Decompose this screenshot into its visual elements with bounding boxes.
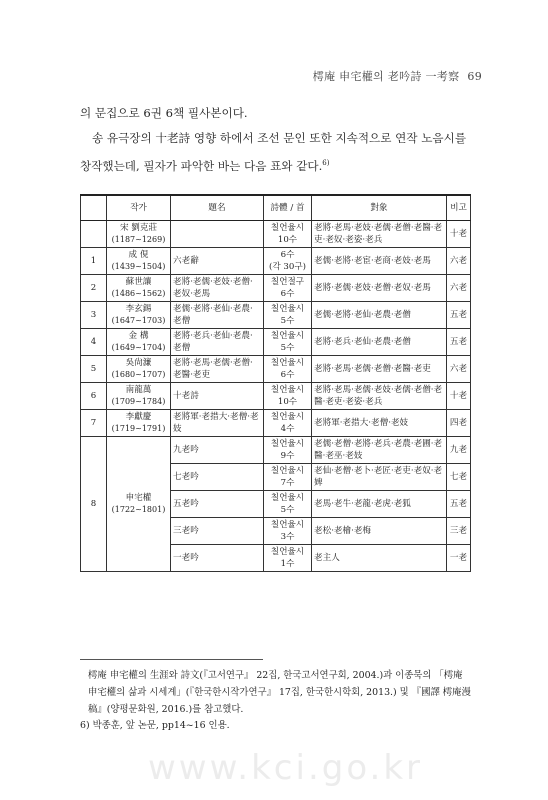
author-cell — [107, 383, 171, 410]
style-form: 칠언율시 — [270, 439, 305, 449]
style-cell — [264, 356, 312, 383]
running-header — [313, 68, 482, 84]
subjects-cell: 老將·老馬·老儒·老僧·老醫·老吏 — [312, 356, 447, 383]
note-cell: 五老 — [447, 329, 471, 356]
table-row — [81, 329, 471, 356]
title-cell: 老將·老馬·老儒·老僧·老醫·老吏 — [171, 356, 264, 383]
note-cell: 五老 — [447, 302, 471, 329]
style-cell — [264, 410, 312, 437]
note-cell: 一老 — [447, 545, 471, 572]
style-count: 6수 — [280, 370, 295, 380]
col-header-no — [81, 195, 107, 221]
footnote-rule — [80, 659, 263, 660]
author-cell — [107, 437, 171, 572]
style-count: 10수 — [277, 235, 298, 245]
style-form: 칠언율시 — [270, 331, 305, 341]
style-cell — [264, 302, 312, 329]
style-form: 6수 — [280, 250, 295, 260]
style-cell — [264, 437, 312, 464]
footnote-1-text: 樗庵 申宅權의 生涯와 詩文(『고서연구』 22집, 한국고서연구회, 2004.)과 이종묵의 「樗庵 申宅權의 삶과 시세계」(『한국한시작가연구』 17집, 한국한시학회, 2013.) 및 『國譯 樗庵漫稿』(양평문화원, 2016.)를 참고했다. — [88, 670, 471, 715]
note-cell: 四老 — [447, 410, 471, 437]
row-number: 7 — [81, 410, 107, 437]
row-number: 6 — [81, 383, 107, 410]
style-form: 칠언율시 — [270, 493, 305, 503]
author-years: (1709~1784) — [111, 397, 166, 406]
style-count: 5수 — [280, 343, 295, 353]
subjects-cell: 老主人 — [312, 545, 447, 572]
footnote-1 — [80, 667, 472, 718]
author-years: (1680~1707) — [111, 370, 166, 379]
subjects-cell: 老儒·老將·老宦·老商·老妓·老馬 — [312, 248, 447, 275]
row-number: 1 — [81, 248, 107, 275]
footnote-6 — [80, 717, 472, 734]
note-cell: 三老 — [447, 518, 471, 545]
subjects-cell: 老將·老儒·老妓·老僧·老奴·老馬 — [312, 275, 447, 302]
style-count: 10수 — [277, 397, 298, 407]
subjects-cell: 老仙·老僧·老卜·老匠·老吏·老奴·老婢 — [312, 464, 447, 491]
author-cell — [107, 248, 171, 275]
author-name: 吳尙濂 — [125, 358, 152, 368]
note-cell: 七老 — [447, 464, 471, 491]
style-count: 5수 — [280, 316, 295, 326]
style-form: 칠언절구 — [270, 277, 305, 287]
style-form: 칠언율시 — [270, 412, 305, 422]
style-form: 칠언율시 — [270, 385, 305, 395]
title-cell — [171, 221, 264, 248]
subjects-cell: 老將·老馬·老儒·老妓·老儒·老僧·老醫·老吏·老姿·老兵 — [312, 383, 447, 410]
style-cell — [264, 221, 312, 248]
author-years: (1187~1269) — [111, 235, 166, 244]
col-header-note: 비고 — [447, 195, 471, 221]
title-cell: 老儒·老將·老仙·老農·老僧 — [171, 302, 264, 329]
row-number: 5 — [81, 356, 107, 383]
author-name: 宋 劉克莊 — [119, 223, 158, 233]
title-cell: 老將·老儒·老妓·老僧·老奴·老馬 — [171, 275, 264, 302]
note-cell: 十老 — [447, 221, 471, 248]
table-row — [81, 275, 471, 302]
author-cell — [107, 410, 171, 437]
style-form: 칠언율시 — [270, 304, 305, 314]
note-cell: 十老 — [447, 383, 471, 410]
style-count: 9수 — [280, 451, 295, 461]
title-cell: 老將·老兵·老仙·老農·老僧 — [171, 329, 264, 356]
style-cell — [264, 275, 312, 302]
style-form: 칠언율시 — [270, 466, 305, 476]
table-row — [81, 437, 471, 464]
subjects-cell: 老儒·老僧·老將·老兵·老農·老圃·老醫·老巫·老妓 — [312, 437, 447, 464]
style-count: 5수 — [280, 505, 295, 515]
style-count: 6수 — [280, 289, 295, 299]
col-header-author: 작가 — [107, 195, 171, 221]
subjects-cell: 老儒·老將·老仙·老農·老僧 — [312, 302, 447, 329]
style-cell — [264, 383, 312, 410]
col-header-subjects: 對象 — [312, 195, 447, 221]
table-row — [81, 410, 471, 437]
footnote-6-text: 박종훈, 앞 논문, pp14~16 인용. — [92, 720, 230, 731]
note-cell: 九老 — [447, 437, 471, 464]
subjects-cell: 老將·老馬·老妓·老儒·老僧·老醫·老吏·老奴·老姿·老兵 — [312, 221, 447, 248]
style-cell — [264, 464, 312, 491]
author-name: 金 構 — [128, 331, 149, 341]
header-title: 樗庵 申宅權의 老吟詩 一考察 — [312, 70, 460, 83]
author-years: (1439~1504) — [111, 262, 166, 271]
table-row — [81, 248, 471, 275]
title-cell: 三老吟 — [171, 518, 264, 545]
style-count: 4수 — [280, 424, 295, 434]
note-cell: 六老 — [447, 275, 471, 302]
note-cell: 六老 — [447, 356, 471, 383]
col-header-style: 詩體 / 首 — [264, 195, 312, 221]
author-name: 南龍萬 — [125, 385, 152, 395]
paragraph-2-text: 송 유극장의 十老詩 영향 하에서 조선 문인 또한 지속적으로 연작 노음시를 창작했는데, 필자가 파악한 바는 다음 표와 같다. — [80, 131, 467, 173]
style-cell — [264, 518, 312, 545]
author-years: (1486~1562) — [111, 289, 166, 298]
author-years: (1719~1791) — [111, 424, 166, 433]
title-cell: 一老吟 — [171, 545, 264, 572]
paragraph-1: 의 문집으로 6권 6책 필사본이다. — [80, 106, 248, 120]
style-count: 3수 — [280, 532, 295, 542]
watermark: www.kci.go.kr — [148, 748, 424, 788]
author-cell — [107, 356, 171, 383]
author-name: 成 俔 — [128, 250, 149, 260]
paragraph-2 — [80, 126, 472, 179]
author-cell — [107, 329, 171, 356]
col-header-title: 題名 — [171, 195, 264, 221]
title-cell: 五老吟 — [171, 491, 264, 518]
author-name: 李玄錫 — [125, 304, 152, 314]
row-number: 4 — [81, 329, 107, 356]
author-cell — [107, 302, 171, 329]
author-name: 申宅權 — [125, 493, 152, 503]
style-form: 칠언율시 — [270, 223, 305, 233]
title-cell: 老將軍·老措大·老僧·老妓 — [171, 410, 264, 437]
author-years: (1649~1704) — [111, 343, 166, 352]
title-cell: 十老詩 — [171, 383, 264, 410]
table-row — [81, 356, 471, 383]
footnote-ref: 6) — [322, 159, 330, 167]
footnote-6-label: 6) — [80, 720, 90, 731]
note-cell: 六老 — [447, 248, 471, 275]
style-count: 7수 — [280, 478, 295, 488]
author-cell — [107, 221, 171, 248]
author-name: 蘇世讓 — [125, 277, 152, 287]
row-number: 8 — [81, 437, 107, 572]
subjects-cell: 老馬·老牛·老龍·老虎·老狐 — [312, 491, 447, 518]
style-cell — [264, 248, 312, 275]
style-form: 칠언율시 — [270, 547, 305, 557]
style-cell — [264, 545, 312, 572]
page-number: 69 — [467, 70, 482, 83]
table-row — [81, 302, 471, 329]
author-name: 李獻慶 — [125, 412, 152, 422]
row-number: 3 — [81, 302, 107, 329]
row-number — [81, 221, 107, 248]
table-header-row — [81, 195, 471, 221]
author-years: (1647~1703) — [111, 316, 166, 325]
row-number: 2 — [81, 275, 107, 302]
title-cell: 六老辭 — [171, 248, 264, 275]
title-cell: 七老吟 — [171, 464, 264, 491]
subjects-cell: 老松·老檜·老梅 — [312, 518, 447, 545]
subjects-cell: 老將軍·老措大·老僧·老妓 — [312, 410, 447, 437]
poem-table — [80, 194, 471, 572]
style-cell — [264, 491, 312, 518]
title-cell: 九老吟 — [171, 437, 264, 464]
author-years: (1722~1801) — [111, 505, 166, 514]
style-count: 1수 — [280, 559, 295, 569]
style-count: (각 30구) — [269, 262, 306, 272]
table-row — [81, 221, 471, 248]
author-cell — [107, 275, 171, 302]
table-row — [81, 383, 471, 410]
style-form: 칠언율시 — [270, 520, 305, 530]
style-form: 칠언율시 — [270, 358, 305, 368]
subjects-cell: 老將·老兵·老仙·老農·老僧 — [312, 329, 447, 356]
style-cell — [264, 329, 312, 356]
note-cell: 五老 — [447, 491, 471, 518]
